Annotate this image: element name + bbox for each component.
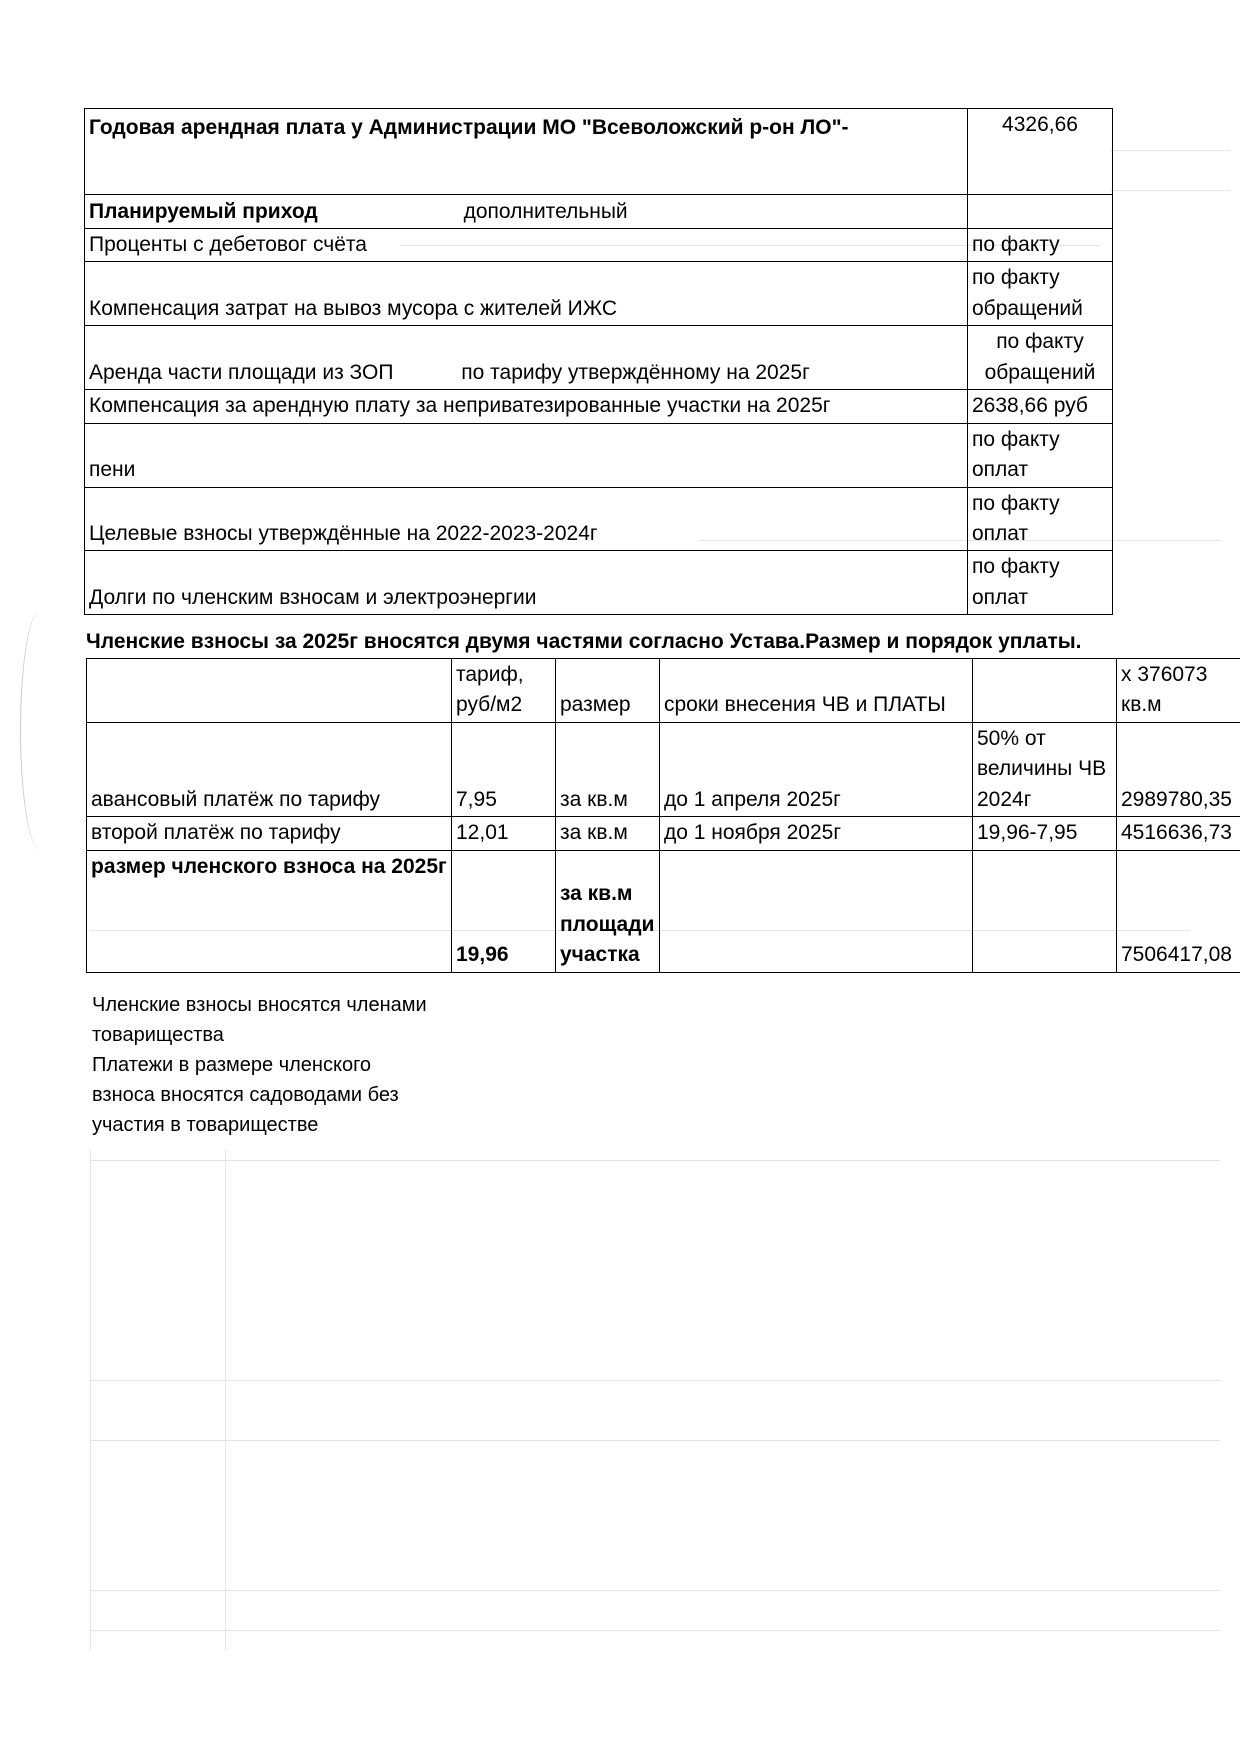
income-row-value-line: по факту: [972, 491, 1060, 515]
fee-total-tariff: 19,96: [452, 850, 556, 972]
fee-row-name: авансовый платёж по тарифу: [87, 722, 452, 816]
income-row-label: Компенсация затрат на вывоз мусора с жителей ИЖС: [85, 262, 968, 326]
header-tariff: тариф, руб/м2: [452, 659, 556, 723]
income-row-label-wrapper: [85, 326, 968, 390]
fee-row-note: 50% от величины ЧВ 2024г: [973, 722, 1117, 816]
header-size: размер: [556, 659, 660, 723]
income-row-value: [968, 487, 1113, 551]
income-row-label-extra: по тарифу утверждённому на 2025г: [461, 360, 810, 384]
income-row-value-line: оплат: [972, 521, 1029, 545]
fee-row-tariff: 7,95: [452, 722, 556, 816]
membership-fees-heading: Членские взносы за 2025г вносятся двумя частями согласно Устава.Размер и порядок уплаты.: [86, 630, 1082, 653]
fee-row-terms: до 1 ноября 2025г: [660, 817, 973, 850]
income-row-value-line: оплат: [972, 585, 1029, 609]
header-note: [973, 659, 1117, 723]
fee-row-size: за кв.м: [556, 817, 660, 850]
note-line: участия в товариществе: [92, 1114, 319, 1136]
income-row-value: [968, 262, 1113, 326]
income-row-label: Проценты с дебетовог счёта: [85, 229, 968, 262]
header-name: [87, 659, 452, 723]
notes: [92, 990, 427, 1140]
income-row-value: [968, 551, 1113, 615]
planned-income-qualifier: дополнительный: [463, 199, 628, 223]
annual-rent-value: 4326,66: [968, 109, 1113, 195]
planned-income-label: Планируемый приход: [89, 199, 318, 223]
income-row-value-line: оплат: [972, 458, 1029, 482]
fee-total-amount: 7506417,08: [1117, 850, 1240, 972]
note-line: Членские взносы вносятся членами: [92, 994, 427, 1016]
note-line: взноса вносятся садоводами без: [92, 1084, 399, 1106]
fee-total-size: за кв.м площади участка: [556, 850, 660, 972]
fee-total-terms: [660, 850, 973, 972]
header-terms: сроки внесения ЧВ и ПЛАТЫ: [660, 659, 973, 723]
income-row-label: Компенсация за арендную плату за неприватезированные участки на 2025г: [85, 390, 968, 423]
membership-fees-table: [86, 658, 1240, 973]
income-row-label: Целевые взносы утверждённые на 2022-2023-2024г: [85, 487, 968, 551]
note-line: товарищества: [92, 1024, 224, 1046]
income-row-value: [968, 229, 1113, 262]
planned-income-value: [968, 195, 1113, 229]
income-row-value: [968, 390, 1113, 423]
fee-row-note: 19,96-7,95: [973, 817, 1117, 850]
income-row-label: Долги по членским взносам и электроэнергии: [85, 551, 968, 615]
income-row-value-line: по факту: [972, 427, 1060, 451]
income-row-value-line: 2638,66 руб: [972, 394, 1088, 418]
income-row-value-line: обращений: [984, 360, 1096, 384]
income-row-value: [968, 326, 1113, 390]
annual-rent-label: Годовая арендная плата у Администрации МО "Всеволожский р-он ЛО"-: [85, 109, 968, 195]
fee-row-tariff: 12,01: [452, 817, 556, 850]
income-row-value-line: по факту: [972, 266, 1060, 290]
fee-row-size: за кв.м: [556, 722, 660, 816]
income-row-label: пени: [85, 423, 968, 487]
fee-total-note: [973, 850, 1117, 972]
fee-row-name: второй платёж по тарифу: [87, 817, 452, 850]
income-row-value-line: по факту: [972, 555, 1060, 579]
income-row-value-line: обращений: [972, 296, 1083, 320]
income-row-value-line: по факту: [996, 330, 1084, 354]
income-row-value-line: по факту: [972, 233, 1060, 256]
income-table: [84, 108, 1113, 615]
note-line: Платежи в размере членского: [92, 1054, 372, 1076]
fee-total-name: размер членского взноса на 2025г: [87, 850, 452, 972]
fee-row-terms: до 1 апреля 2025г: [660, 722, 973, 816]
planned-income-row: [85, 195, 968, 229]
fee-row-total: 2989780,35: [1117, 722, 1240, 816]
header-total: х 376073 кв.м: [1117, 659, 1240, 723]
fee-row-total: 4516636,73: [1117, 817, 1240, 850]
income-row-label: Аренда части площади из ЗОП: [89, 360, 394, 384]
income-row-value: [968, 423, 1113, 487]
